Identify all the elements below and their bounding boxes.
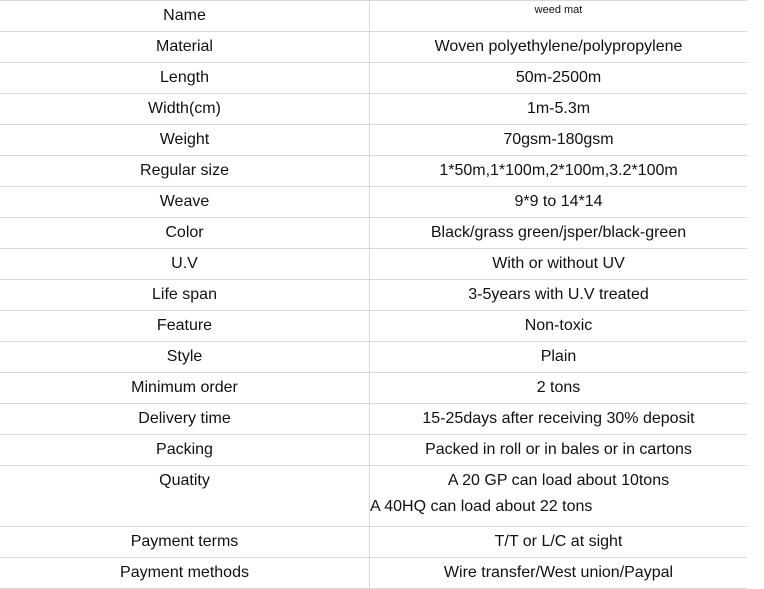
table-row bbox=[0, 63, 747, 94]
row-label: Color bbox=[0, 218, 370, 249]
row-value: Wire transfer/West union/Paypal bbox=[370, 558, 748, 589]
row-label: Minimum order bbox=[0, 373, 370, 404]
row-label: Packing bbox=[0, 435, 370, 466]
row-value: 1*50m,1*100m,2*100m,3.2*100m bbox=[370, 156, 748, 187]
table-row bbox=[0, 218, 747, 249]
row-value: 1m-5.3m bbox=[370, 94, 748, 125]
row-value-line: A 20 GP can load about 10tons bbox=[447, 472, 670, 489]
table-row bbox=[0, 311, 747, 342]
row-value: 2 tons bbox=[370, 373, 748, 404]
row-value: Packed in roll or in bales or in cartons bbox=[370, 435, 748, 466]
row-value: weed mat bbox=[370, 1, 748, 32]
row-label: Length bbox=[0, 63, 370, 94]
table-row bbox=[0, 404, 747, 435]
row-value: 3-5years with U.V treated bbox=[370, 280, 748, 311]
row-label: Style bbox=[0, 342, 370, 373]
row-value bbox=[370, 466, 748, 527]
table-row bbox=[0, 373, 747, 404]
row-value: Black/grass green/jsper/black-green bbox=[370, 218, 748, 249]
row-label: Name bbox=[0, 1, 370, 32]
table-row bbox=[0, 527, 747, 558]
row-label: U.V bbox=[0, 249, 370, 280]
table-row bbox=[0, 435, 747, 466]
row-label: Payment terms bbox=[0, 527, 370, 558]
row-label: Quatity bbox=[0, 466, 370, 527]
table-row bbox=[0, 94, 747, 125]
row-value: 9*9 to 14*14 bbox=[370, 187, 748, 218]
row-label: Regular size bbox=[0, 156, 370, 187]
table-row bbox=[0, 558, 747, 589]
table-row bbox=[0, 249, 747, 280]
table-row bbox=[0, 280, 747, 311]
row-value: Plain bbox=[370, 342, 748, 373]
table-row bbox=[0, 1, 747, 32]
row-value: 15-25days after receiving 30% deposit bbox=[370, 404, 748, 435]
row-label: Feature bbox=[0, 311, 370, 342]
table-row bbox=[0, 342, 747, 373]
table-row bbox=[0, 187, 747, 218]
row-value: T/T or L/C at sight bbox=[370, 527, 748, 558]
row-value: Non-toxic bbox=[370, 311, 748, 342]
row-value: 50m-2500m bbox=[370, 63, 748, 94]
row-label: Weight bbox=[0, 125, 370, 156]
row-value: 70gsm-180gsm bbox=[370, 125, 748, 156]
table-row bbox=[0, 32, 747, 63]
row-value: With or without UV bbox=[370, 249, 748, 280]
row-value: Woven polyethylene/polypropylene bbox=[370, 32, 748, 63]
row-label: Payment methods bbox=[0, 558, 370, 589]
table-row bbox=[0, 156, 747, 187]
row-label: Delivery time bbox=[0, 404, 370, 435]
row-label: Material bbox=[0, 32, 370, 63]
table-row bbox=[0, 125, 747, 156]
table-row bbox=[0, 466, 747, 527]
row-label: Life span bbox=[0, 280, 370, 311]
row-label: Width(cm) bbox=[0, 94, 370, 125]
row-value-line: A 40HQ can load about 22 tons bbox=[370, 498, 593, 515]
row-label: Weave bbox=[0, 187, 370, 218]
